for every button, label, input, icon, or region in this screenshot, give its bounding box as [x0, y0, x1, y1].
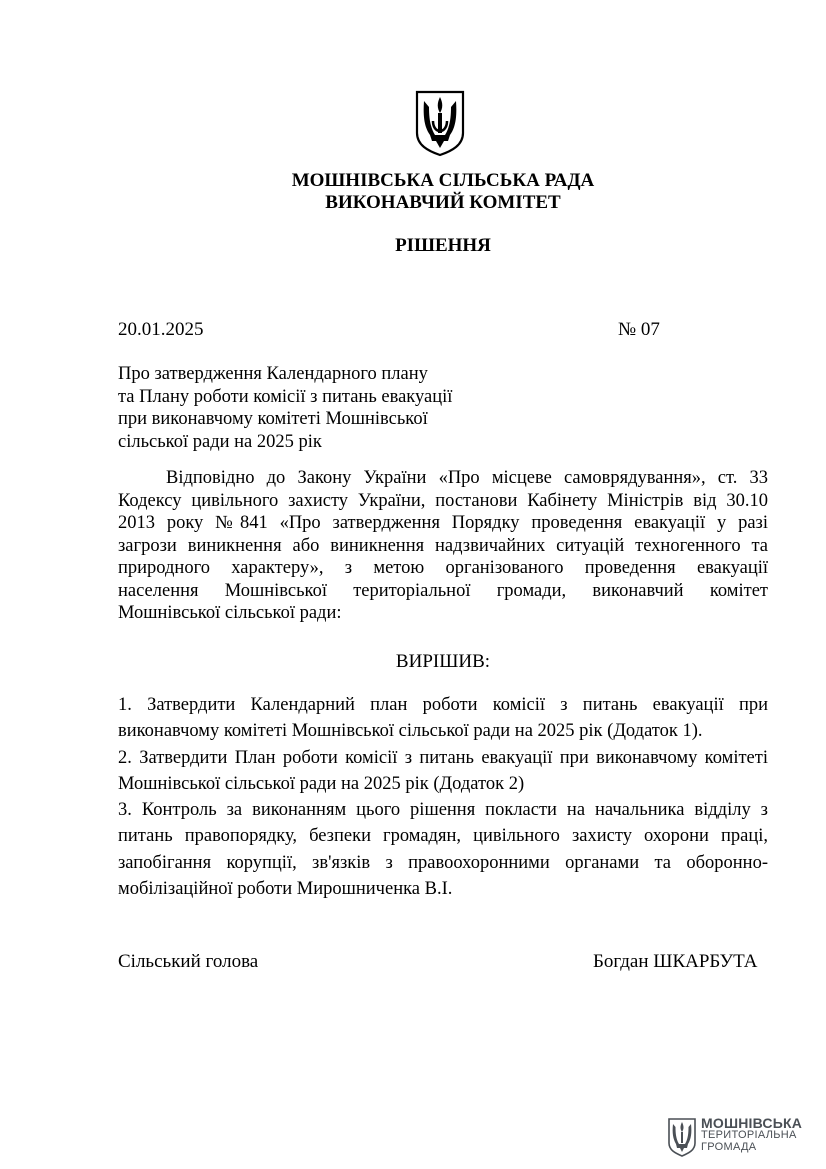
- decision-item-line: 2. Затвердити План роботи комісії з питань евакуації при виконавчому комітеті: [118, 747, 768, 768]
- preamble-line: Кодексу цивільного захисту України, постанови Кабінету Міністрів від 30.10: [118, 490, 768, 511]
- organization-unit: ВИКОНАВЧИЙ КОМІТЕТ: [325, 192, 561, 213]
- subject-line: Про затвердження Календарного плану: [118, 364, 428, 384]
- logo-line3: ГРОМАДА: [701, 1141, 757, 1153]
- preamble-line: населення Мошнівської територіальної громади, виконавчий комітет: [118, 580, 768, 601]
- decision-item-line: виконавчому комітеті Мошнівської сільської ради на 2025 рік (Додаток 1).: [118, 721, 703, 742]
- trident-coat-of-arms-icon: [414, 89, 466, 157]
- logo-line1: МОШНІВСЬКА: [701, 1115, 803, 1131]
- decision-item-line: 1. Затвердити Календарний план роботи комісії з питань евакуації при: [118, 695, 768, 715]
- subject-line: та Плану роботи комісії з питань евакуації: [118, 386, 453, 407]
- decided-heading: ВИРІШИВ:: [395, 651, 491, 672]
- preamble-line: природного характеру», з метою організованого проведення евакуації: [118, 558, 768, 578]
- decision-item-line: питань правопорядку, безпеки громадян, цивільного захисту охорони праці,: [118, 826, 768, 847]
- organization-name: МОШНІВСЬКА СІЛЬСЬКА РАДА: [291, 170, 595, 191]
- preamble-line: Відповідно до Закону України «Про місцеве самоврядування», ст. 33: [166, 468, 768, 488]
- document-number: № 07: [618, 319, 660, 340]
- preamble-line: загрози виникнення або виникнення надзвичайних ситуацій техногенного та: [118, 535, 768, 556]
- decision-item-line: 3. Контроль за виконанням цього рішення покласти на начальника відділу з: [118, 800, 768, 821]
- document-subject: [118, 363, 518, 453]
- decision-item-line: запобігання корупції, зв'язків з правоохоронними органами та оборонно-: [118, 852, 768, 873]
- signatory-name: Богдан ШКАРБУТА: [593, 951, 758, 972]
- decision-items: [118, 692, 768, 902]
- document-date: 20.01.2025: [118, 319, 204, 340]
- signatory-title: Сільський голова: [118, 951, 259, 972]
- preamble-line: 2013 року №841 «Про затвердження Порядку проведення евакуації у разі: [118, 513, 768, 533]
- subject-line: сільської ради на 2025 рік: [118, 431, 322, 452]
- preamble-paragraph: [118, 467, 768, 625]
- document-type: РІШЕННЯ: [395, 235, 491, 256]
- logo-text: [701, 1117, 802, 1153]
- subject-line: при виконавчому комітеті Мошнівської: [118, 409, 428, 429]
- decision-item-line: мобілізаційної роботи Мирошниченка В.І.: [118, 879, 453, 900]
- logo-line2: ТЕРИТОРІАЛЬНА: [701, 1129, 797, 1141]
- decision-item-line: Мошнівської сільської ради на 2025 рік (Додаток 2): [118, 773, 525, 794]
- community-logo: [667, 1117, 807, 1161]
- preamble-line: Мошнівської сільської ради:: [118, 603, 342, 623]
- trident-logo-icon: [667, 1117, 697, 1157]
